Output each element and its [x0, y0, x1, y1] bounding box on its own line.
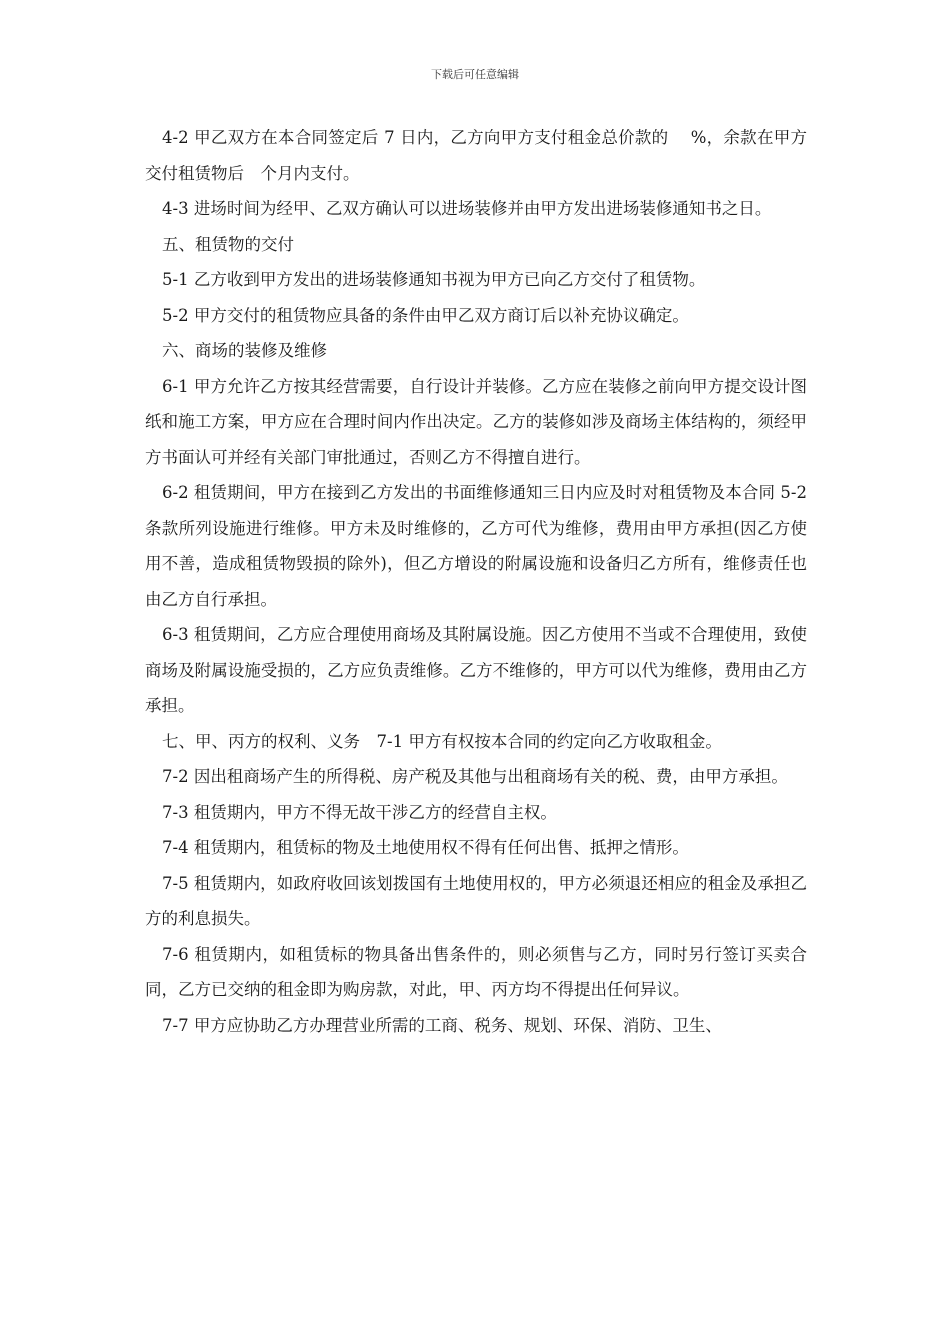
clause-7-5: 7-5 租赁期内，如政府收回该划拨国有土地使用权的，甲方必须退还相应的租金及承担乙方的利息损失。 [145, 873, 807, 928]
page-header: 下载后可任意编辑 [431, 68, 519, 81]
clause-7-7: 7-7 甲方应协助乙方办理营业所需的工商、税务、规划、环保、消防、卫生、 [162, 1015, 722, 1035]
section-heading-5: 五、租赁物的交付 [162, 234, 294, 254]
document-body [145, 120, 807, 1043]
section-heading-6: 六、商场的装修及维修 [162, 341, 327, 360]
clause-7-3: 7-3 租赁期内，甲方不得无故干涉乙方的经营自主权。 [162, 802, 557, 822]
clause-6-1: 6-1 甲方允许乙方按其经营需要，自行设计并装修。乙方应在装修之前向甲方提交设计图纸和施工方案，甲方应在合理时间内作出决定。乙方的装修如涉及商场主体结构的，须经甲方书面认可并经有关部门审批通过，否则乙方不得擅自进行。 [145, 376, 807, 467]
clause-5-2: 5-2 甲方交付的租赁物应具备的条件由甲乙双方商订后以补充协议确定。 [162, 305, 689, 325]
clause-6-3: 6-3 租赁期间，乙方应合理使用商场及其附属设施。因乙方使用不当或不合理使用，致使商场及附属设施受损的，乙方应负责维修。乙方不维修的，甲方可以代为维修，费用由乙方承担。 [145, 625, 807, 715]
clause-4-3: 4-3 进场时间为经甲、乙双方确认可以进场装修并由甲方发出进场装修通知书之日。 [162, 199, 772, 218]
clause-7-2: 7-2 因出租商场产生的所得税、房产税及其他与出租商场有关的税、费，由甲方承担。 [162, 767, 788, 786]
clause-7-4: 7-4 租赁期内，租赁标的物及土地使用权不得有任何出售、抵押之情形。 [162, 838, 689, 857]
clause-7-6: 7-6 租赁期内，如租赁标的物具备出售条件的，则必须售与乙方，同时另行签订买卖合同，乙方已交纳的租金即为购房款，对此，甲、丙方均不得提出任何异议。 [145, 944, 807, 999]
clause-4-2: 4-2 甲乙双方在本合同签定后 7 日内，乙方向甲方支付租金总价款的 %，余款在甲方交付租赁物后 个月内支付。 [145, 128, 807, 183]
clause-5-1: 5-1 乙方收到甲方发出的进场装修通知书视为甲方已向乙方交付了租赁物。 [162, 270, 706, 289]
clause-6-2: 6-2 租赁期间，甲方在接到乙方发出的书面维修通知三日内应及时对租赁物及本合同 5-2 条款所列设施进行维修。甲方未及时维修的，乙方可代为维修，费用由甲方承担(因乙方使用不善，造成租赁物毁损的除外)，但乙方增设的附属设施和设备归乙方所有，维修责任也由乙方自行承担。 [145, 483, 807, 609]
section-heading-7: 七、甲、丙方的权利、义务 7-1 甲方有权按本合同的约定向乙方收取租金。 [162, 731, 722, 751]
